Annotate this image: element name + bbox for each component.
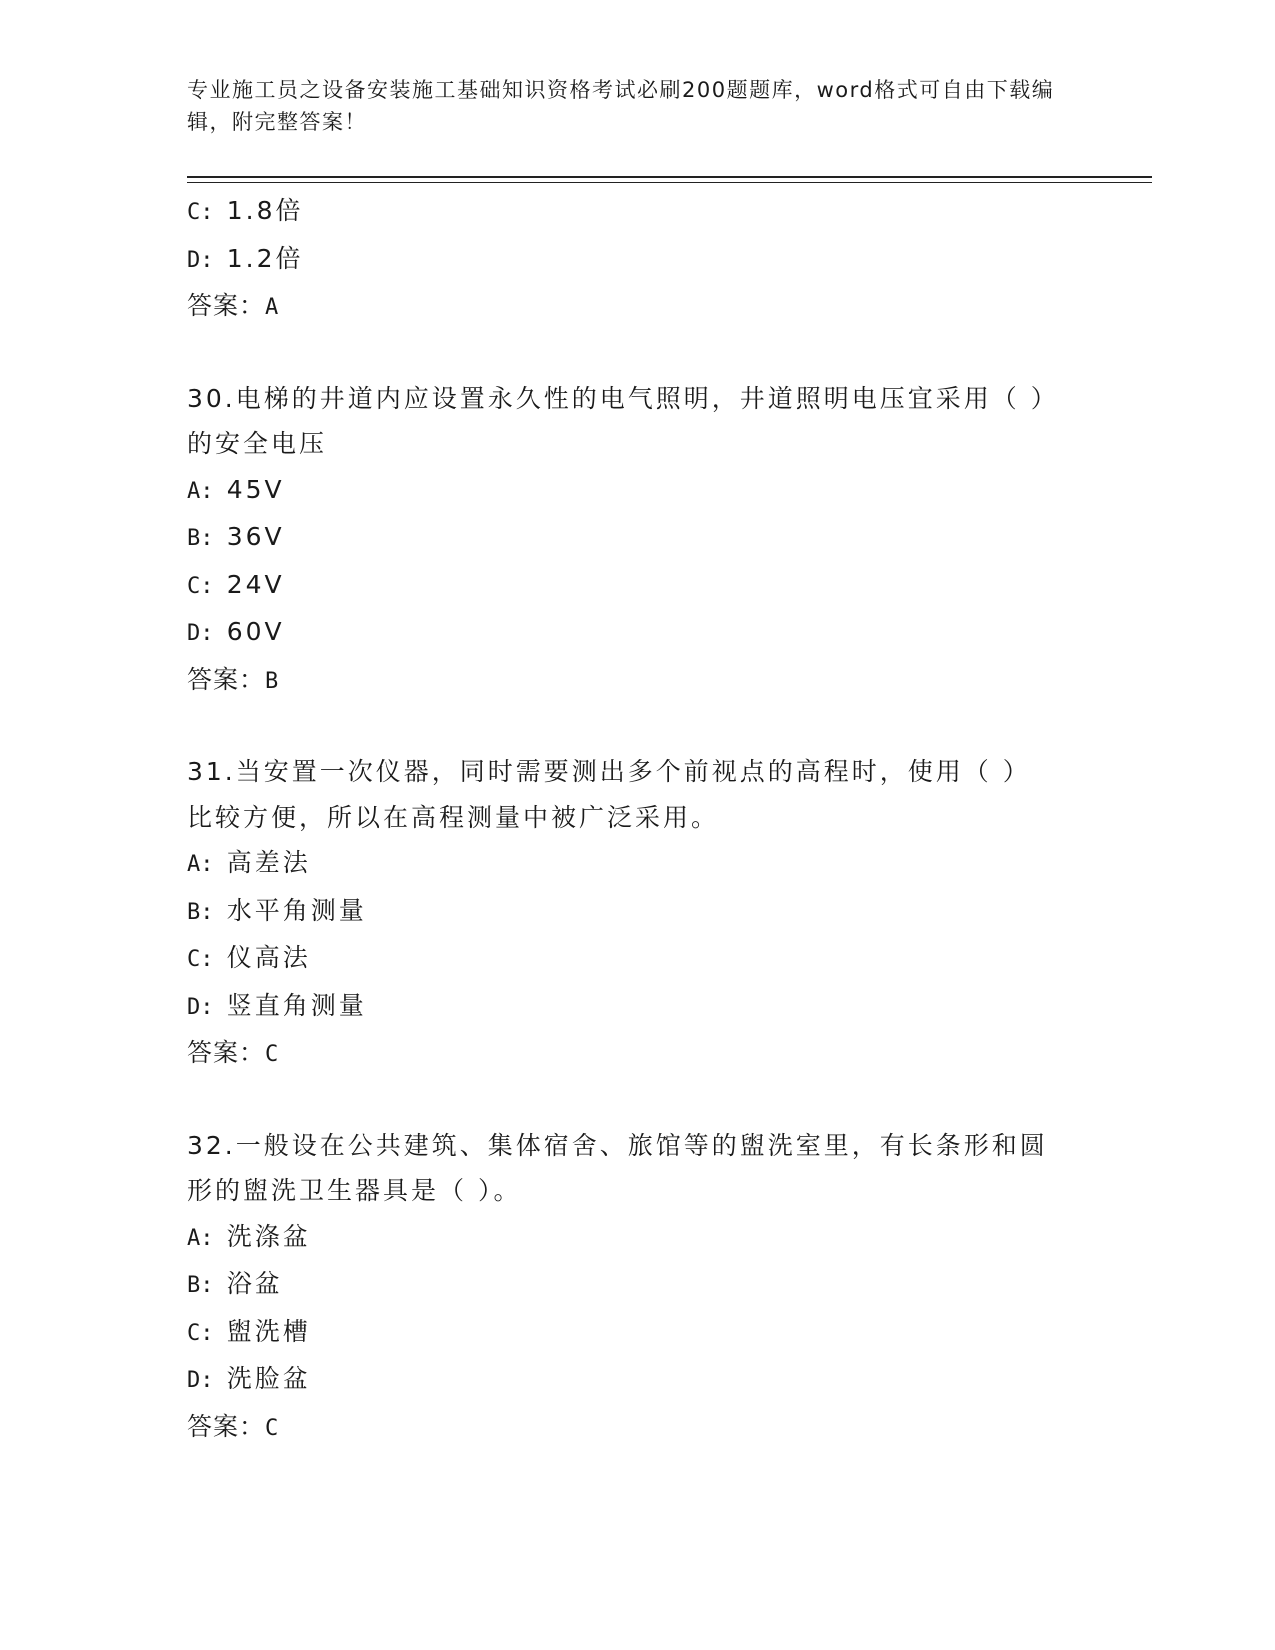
option-text: 36V [226,522,285,551]
option-d: D: 1.2倍 [187,243,304,273]
option-b: B: 36V [187,522,285,551]
document-header [187,74,1067,138]
header-divider-thick [187,176,1152,178]
option-text: 45V [226,474,285,504]
question-block-29-tail [187,188,1087,331]
option-text: 高差法 [226,848,311,877]
answer-line [187,1030,1087,1078]
answer-label: 答案： [187,664,266,694]
option-text: 盥洗槽 [226,1316,311,1346]
option-text: 浴盆 [226,1269,283,1298]
option-text: 水平角测量 [226,895,367,925]
option-text: 仪高法 [226,943,311,972]
answer-line [187,1404,1087,1452]
question-block-30 [187,376,1087,705]
option-c: C: 仪高法 [187,943,311,972]
option-a: A: 洗涤盆 [187,1221,311,1251]
option-d: D: 60V [187,617,285,646]
option-d: D: 洗脸盆 [187,1364,311,1393]
answer-value: C [265,1415,280,1441]
answer-line [187,657,1087,705]
header-divider-thin [187,182,1152,183]
option-c: C: 24V [187,569,285,599]
option-c: C: 盥洗槽 [187,1316,311,1346]
option-d: D: 竖直角测量 [187,990,367,1020]
option-text: 60V [226,617,285,646]
option-text: 竖直角测量 [226,990,367,1020]
option-text: 1.8倍 [226,196,304,225]
answer-line [187,283,1087,331]
answer-value: A [265,295,280,320]
document-body [187,188,1087,1496]
answer-value: B [265,668,280,694]
option-b: B: 水平角测量 [187,895,367,925]
question-block-31 [187,749,1087,1078]
option-b: B: 浴盆 [187,1269,283,1298]
option-text: 洗涤盆 [226,1221,311,1251]
answer-label: 答案： [187,1038,266,1067]
option-text: 洗脸盆 [226,1364,311,1393]
answer-label: 答案： [187,291,266,320]
option-text: 1.2倍 [226,243,304,273]
option-text: 24V [226,569,285,599]
option-a: A: 45V [187,474,285,504]
question-block-32 [187,1123,1087,1452]
answer-label: 答案： [187,1411,266,1441]
question-stem: 30.电梯的井道内应设置永久性的电气照明，井道照明电压宜采用（ ）的安全电压 [187,383,1047,458]
header-title: 专业施工员之设备安装施工基础知识资格考试必刷200题题库，word格式可自由下载编辑，附完整答案！ [187,78,1055,134]
option-c: C: 1.8倍 [187,196,304,225]
answer-value: C [265,1042,280,1067]
question-stem: 31.当安置一次仪器，同时需要测出多个前视点的高程时，使用（ ）比较方便，所以在高程测量中被广泛采用。 [187,757,1031,832]
option-a: A: 高差法 [187,848,311,877]
question-stem: 32.一般设在公共建筑、集体宿舍、旅馆等的盥洗室里，有长条形和圆形的盥洗卫生器具是（ ）。 [187,1130,1048,1205]
